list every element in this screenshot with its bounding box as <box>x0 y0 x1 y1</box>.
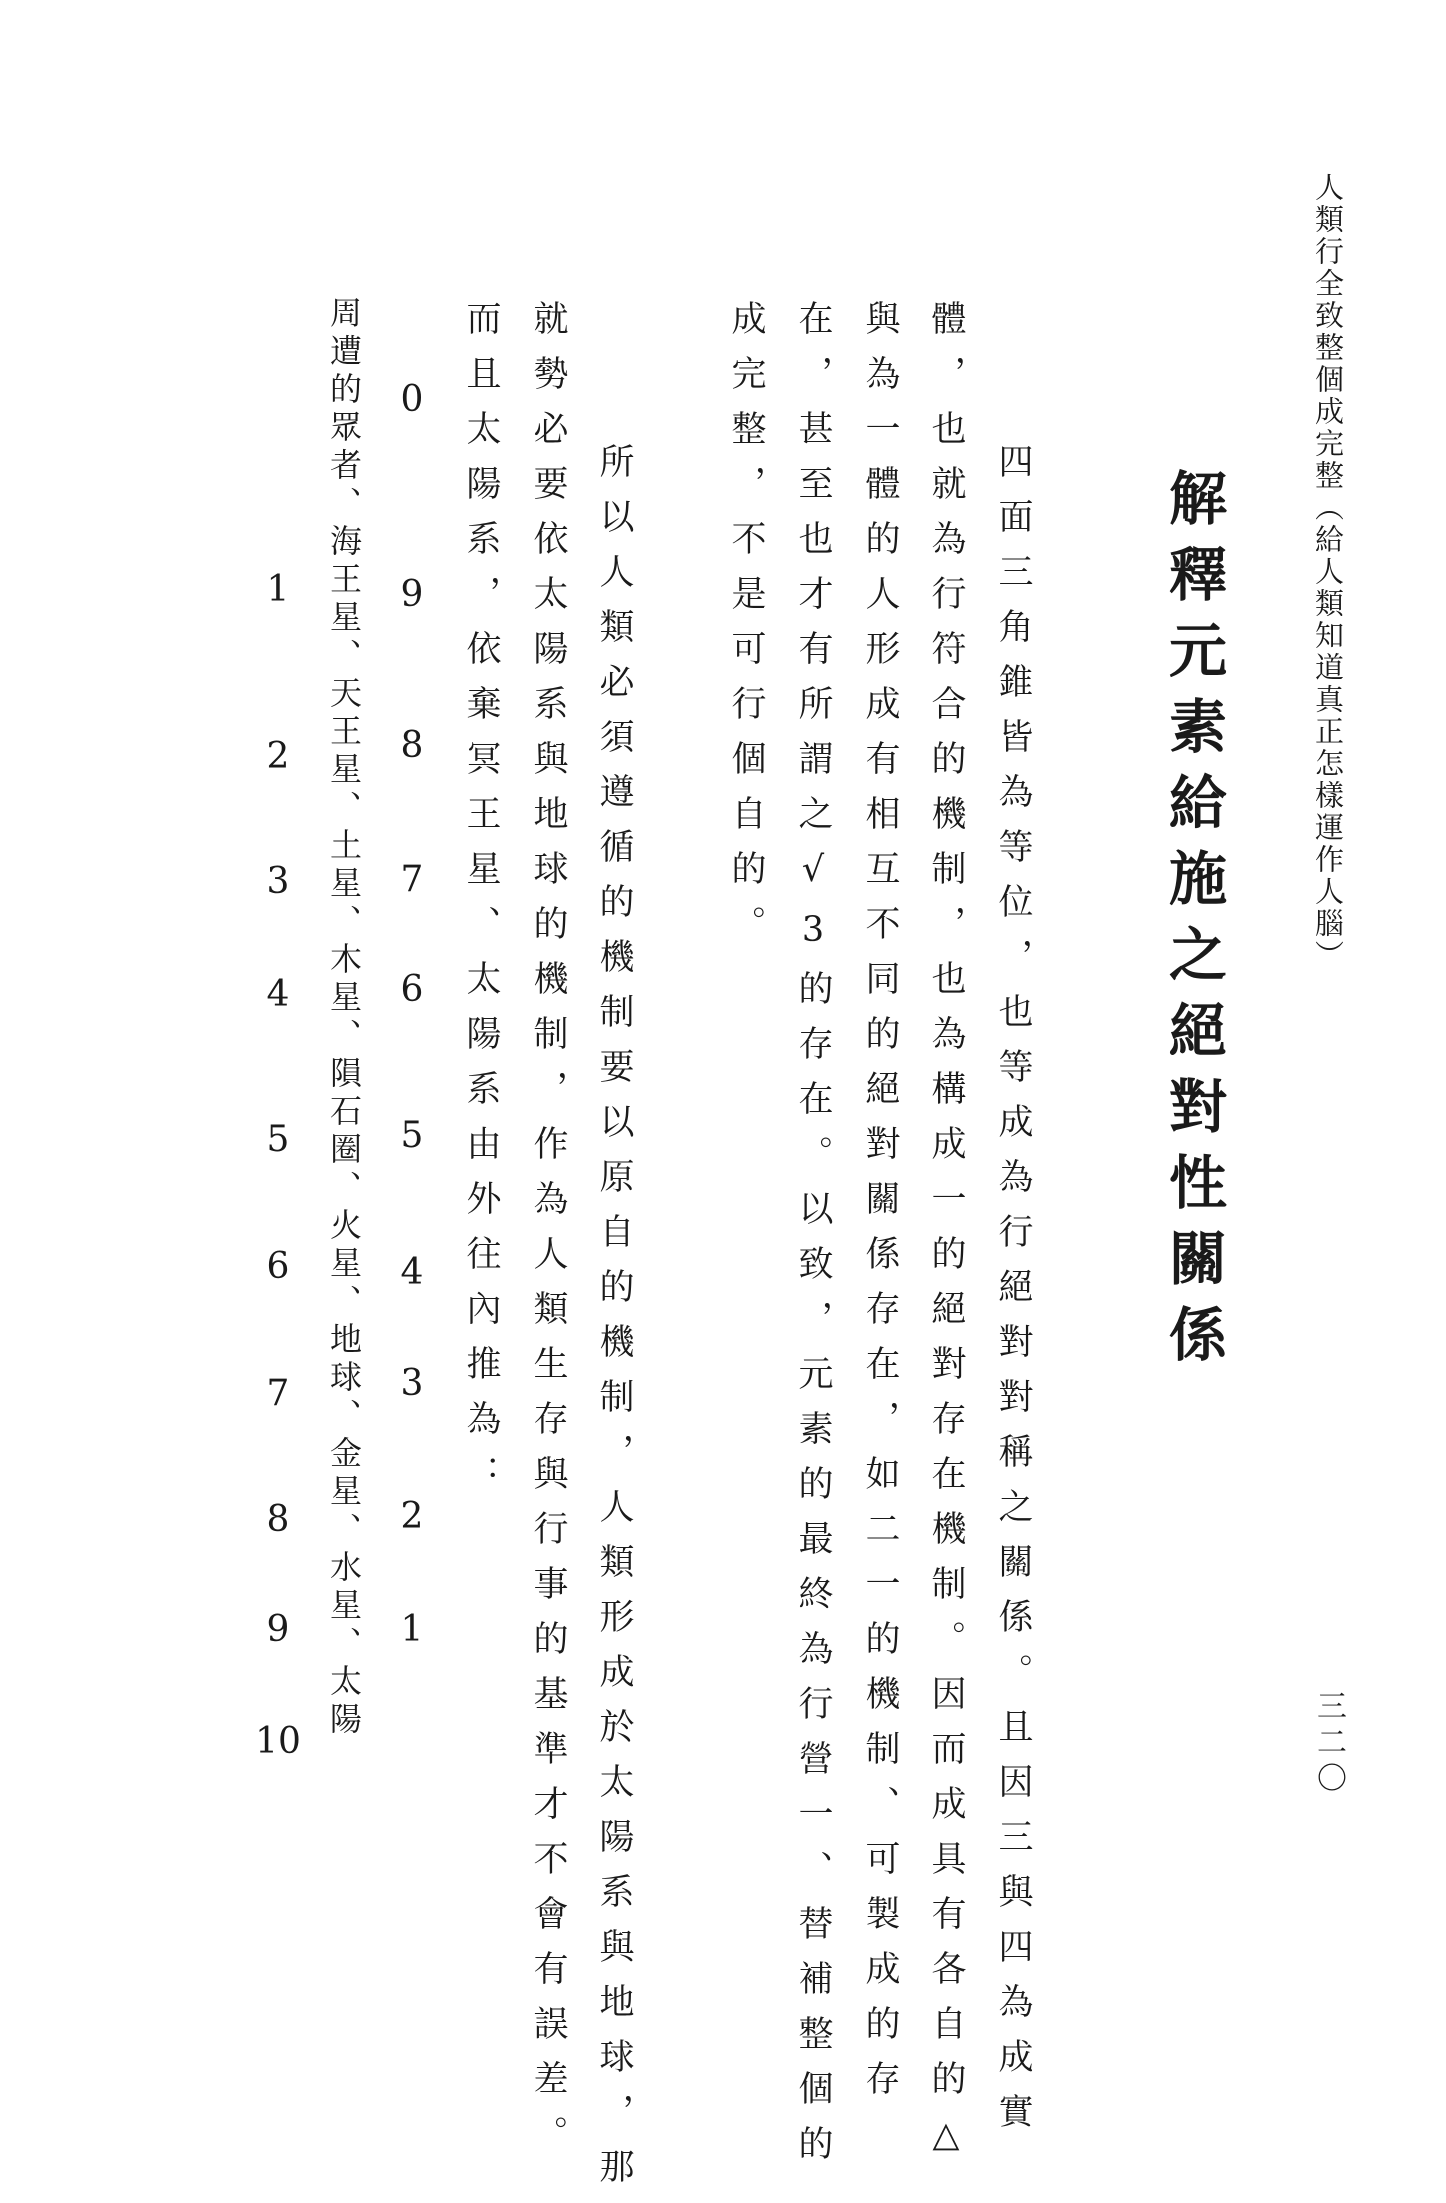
ascending-number: 6 <box>266 1246 290 1287</box>
article-title: 解釋元素給施之絕對性關係 <box>1159 468 1227 1380</box>
ascending-number: 5 <box>266 1119 290 1160</box>
para1-line1: 四面三角錐皆為等位，也等成為行絕對對稱之關係。且因三與四為成實 <box>993 388 1033 2148</box>
descending-number: 3 <box>400 1363 424 1404</box>
ascending-number: 2 <box>266 736 290 777</box>
ascending-number: 10 <box>255 1721 301 1762</box>
descending-number: 2 <box>400 1496 424 1537</box>
para2-line1: 所以人類必須遵循的機制要以原自的機制，人類形成於太陽系與地球，那 <box>594 388 634 2203</box>
ascending-number: 9 <box>266 1609 290 1650</box>
page-number: 三二〇 <box>1311 1690 1346 1798</box>
para2-line3: 而且太陽系，依棄冥王星、太陽系由外往內推為： <box>461 300 501 1510</box>
ascending-number: 1 <box>266 569 290 610</box>
ascending-number: 7 <box>266 1373 290 1414</box>
para1-line5: 成完整，不是可行個自的。 <box>726 300 766 960</box>
descending-number: 1 <box>400 1609 424 1650</box>
para1-line2: 體，也就為行符合的機制，也為構成一的絕對存在機制。因而成具有各自的△ <box>926 300 966 2175</box>
descending-number: 7 <box>400 859 424 900</box>
descending-number: 6 <box>400 969 424 1010</box>
planets-line: 周遭的眾者、海王星、天王星、土星、木星、隕石圈、火星、地球、金星、水星、太陽 <box>325 296 363 1740</box>
descending-number: 5 <box>400 1115 424 1156</box>
descending-number: 0 <box>400 379 424 420</box>
ascending-number: 3 <box>266 861 290 902</box>
running-header: 人類行全致整個成完整（給人類知道真正怎樣運作人腦） <box>1311 172 1345 972</box>
descending-number: 8 <box>400 725 424 766</box>
para2-line2: 就勢必要依太陽系與地球的機制，作為人類生存與行事的基準才不會有誤差。 <box>528 300 568 2170</box>
descending-number: 4 <box>400 1252 424 1293</box>
para1-line3: 與為一體的人形成有相互不同的絕對關係存在，如二一的機制、可製成的存 <box>860 300 900 2115</box>
para1-line4: 在，甚至也才有所謂之√3的存在。以致，元素的最終為行營一、替補整個的 <box>793 300 833 2180</box>
descending-number: 9 <box>400 574 424 615</box>
ascending-number: 8 <box>266 1499 290 1540</box>
ascending-number: 4 <box>266 974 290 1015</box>
